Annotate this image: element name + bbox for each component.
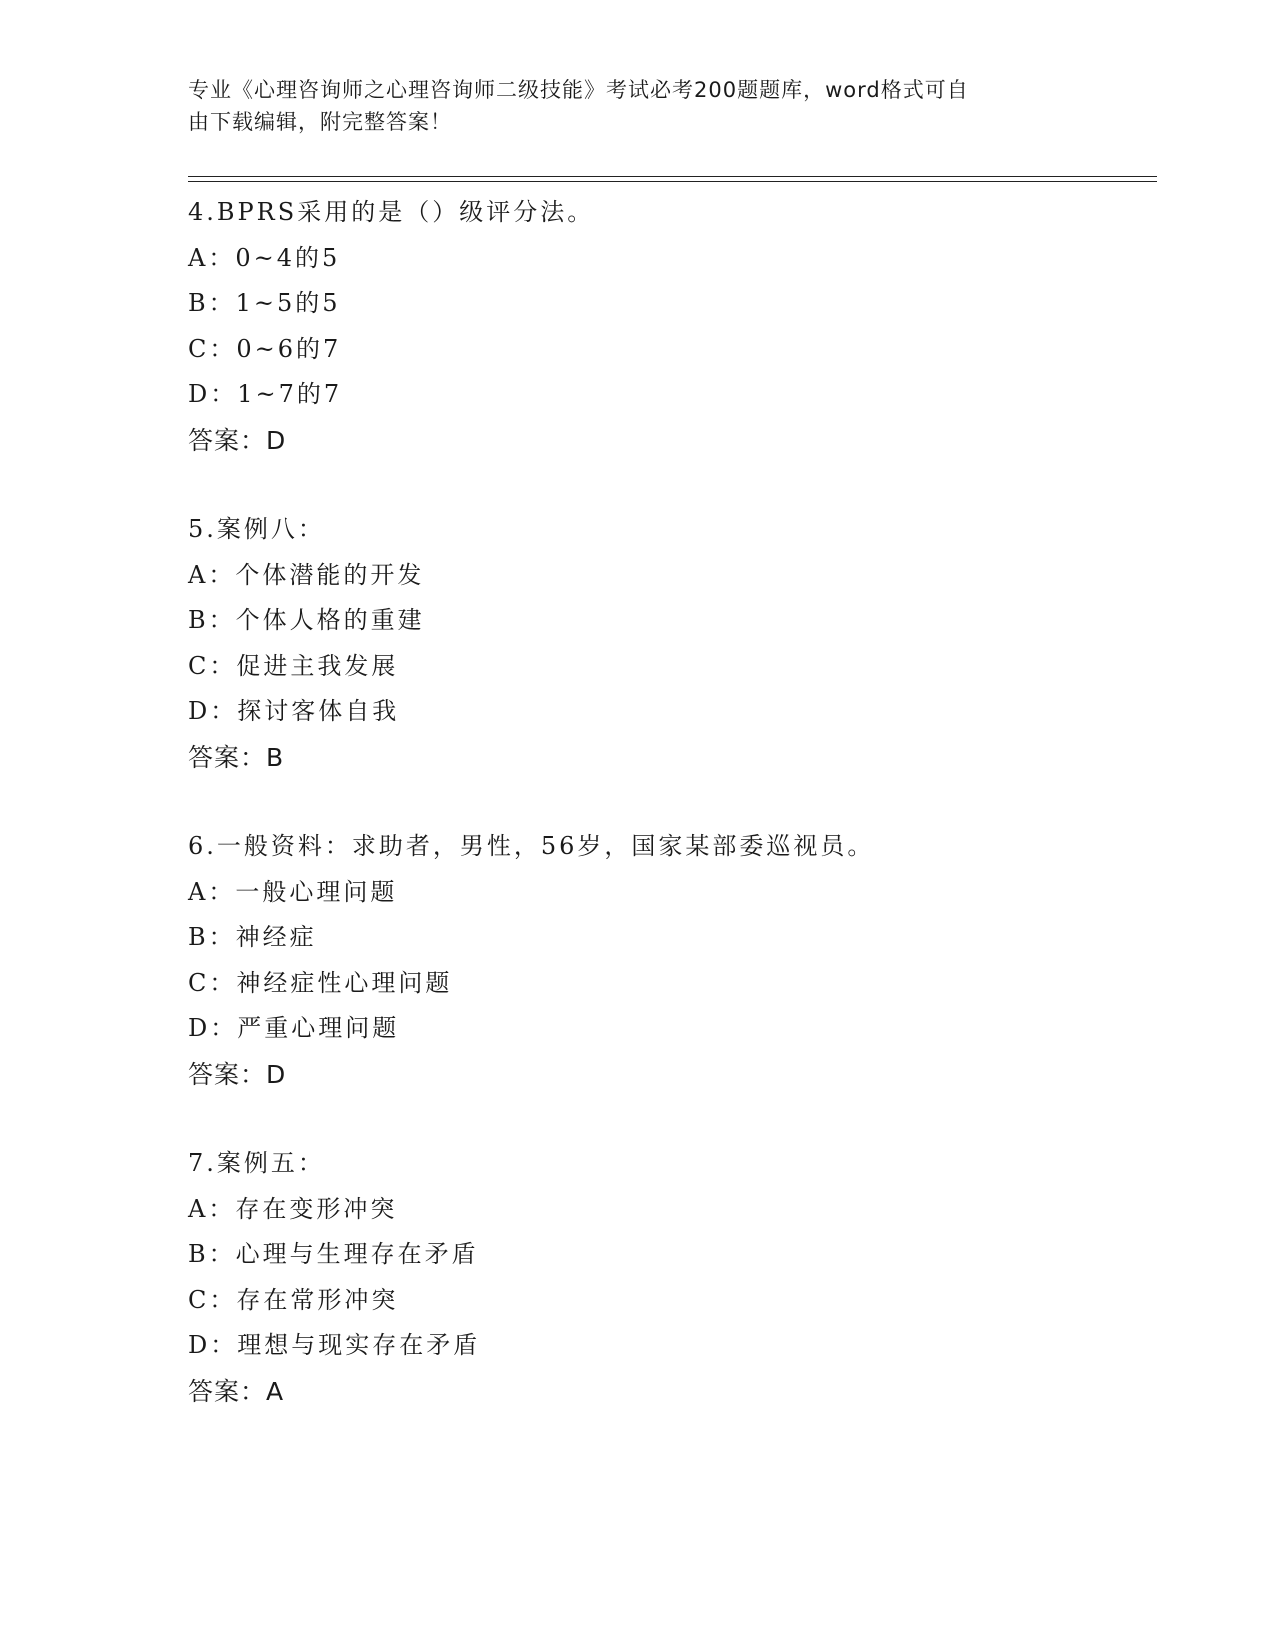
answer-line: 答案：D: [188, 1059, 287, 1089]
option-c: C：促进主我发展: [188, 651, 399, 680]
question-item: [188, 507, 1148, 780]
header-divider-bottom: [188, 181, 1157, 182]
option-a: A：一般心理问题: [188, 877, 398, 906]
question-item: [188, 1141, 1148, 1414]
option-b: B：心理与生理存在矛盾: [188, 1240, 479, 1268]
answer-line: 答案：B: [188, 742, 285, 772]
header-line-2: 由下载编辑，附完整答案！: [188, 110, 452, 134]
option-b: B：神经症: [188, 923, 317, 951]
option-b: B：1~5的5: [188, 289, 341, 317]
question-stem: 6.一般资料：求助者，男性，56岁，国家某部委巡视员。: [188, 832, 875, 860]
option-d: D：探讨客体自我: [188, 697, 400, 725]
option-c: C：存在常形冲突: [188, 1285, 399, 1314]
question-item: [188, 190, 1148, 463]
option-d: D：严重心理问题: [188, 1014, 400, 1042]
answer-line: 答案：D: [188, 425, 287, 455]
option-b: B：个体人格的重建: [188, 606, 425, 634]
option-a: A：个体潜能的开发: [188, 560, 425, 589]
header-line-1: 专业《心理咨询师之心理咨询师二级技能》考试必考200题题库，word格式可自: [188, 78, 969, 102]
question-stem: 4.BPRS采用的是（）级评分法。: [188, 198, 595, 226]
header-divider-top: [188, 176, 1157, 177]
question-list: [188, 190, 1148, 1458]
question-stem: 7.案例五：: [188, 1149, 325, 1177]
option-c: C：0~6的7: [188, 334, 342, 363]
document-header: [188, 74, 1068, 138]
question-item: [188, 824, 1148, 1097]
option-d: D：1~7的7: [188, 380, 343, 408]
option-a: A：0~4的5: [188, 243, 341, 272]
question-stem: 5.案例八：: [188, 515, 325, 543]
option-c: C：神经症性心理问题: [188, 968, 453, 997]
option-a: A：存在变形冲突: [188, 1194, 398, 1223]
option-d: D：理想与现实存在矛盾: [188, 1331, 481, 1359]
answer-line: 答案：A: [188, 1376, 285, 1406]
